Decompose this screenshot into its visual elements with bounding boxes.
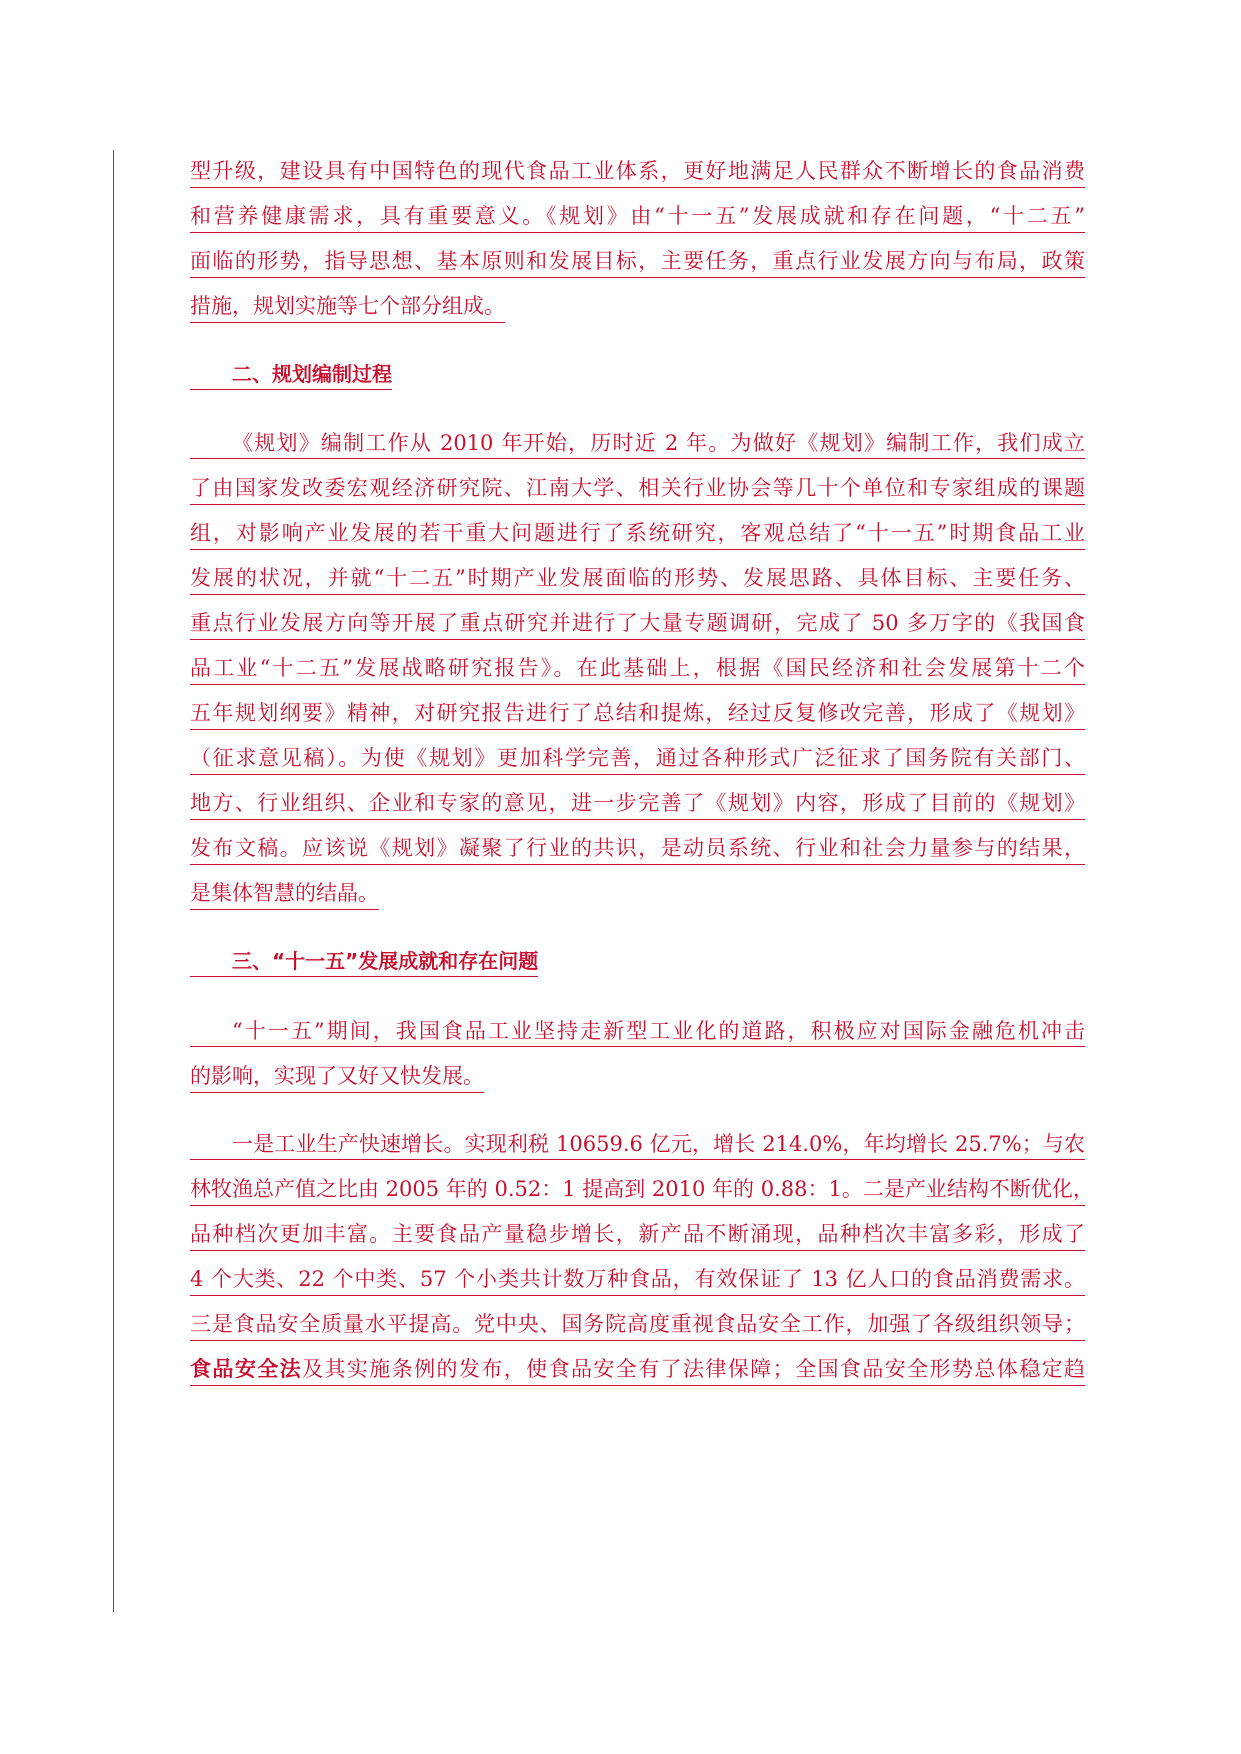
section-heading: 三、“十一五”发展成就和存在问题 <box>190 947 538 977</box>
paragraph-line: 的影响，实现了又好又快发展。 <box>190 1062 484 1093</box>
paragraph-line: 和营养健康需求，具有重要意义。《规划》由“十一五”发展成就和存在问题，“十二五” <box>190 202 1085 233</box>
paragraph-line: 《规划》编制工作从 2010 年开始，历时近 2 年。为做好《规划》编制工作，我们成立 <box>190 429 1085 459</box>
paragraph-line: “十一五”期间，我国食品工业坚持走新型工业化的道路，积极应对国际金融危机冲击 <box>190 1017 1085 1047</box>
paragraph-line: 型升级，建设具有中国特色的现代食品工业体系，更好地满足人民群众不断增长的食品消费 <box>190 157 1085 188</box>
paragraph-line: 组，对影响产业发展的若干重大问题进行了系统研究，客观总结了“十一五”时期食品工业 <box>190 519 1085 550</box>
revision-change-bar <box>113 150 114 1612</box>
paragraph-line: 地方、行业组织、企业和专家的意见，进一步完善了《规划》内容，形成了目前的《规划》 <box>190 789 1085 820</box>
section-heading: 二、规划编制过程 <box>190 360 392 390</box>
paragraph-line-rest: 及其实施条例的发布，使食品安全有了法律保障；全国食品安全形势总体稳定趋 <box>302 1357 1086 1381</box>
paragraph-line: 措施，规划实施等七个部分组成。 <box>190 292 505 323</box>
paragraph-line: 4 个大类、22 个中类、57 个小类共计数万种食品，有效保证了 13 亿人口的食品消费需求。 <box>190 1265 1085 1296</box>
paragraph-line: 三是食品安全质量水平提高。党中央、国务院高度重视食品安全工作，加强了各级组织领导； <box>190 1310 1085 1341</box>
paragraph-line: （征求意见稿）。为使《规划》更加科学完善，通过各种形式广泛征求了国务院有关部门、 <box>190 744 1085 775</box>
paragraph-line: 是集体智慧的结晶。 <box>190 879 379 910</box>
paragraph-line: 面临的形势，指导思想、基本原则和发展目标，主要任务，重点行业发展方向与布局，政策 <box>190 247 1085 278</box>
paragraph-line: 品工业“十二五”发展战略研究报告》。在此基础上，根据《国民经济和社会发展第十二个 <box>190 654 1085 685</box>
bold-term: 食品安全法 <box>190 1357 303 1381</box>
paragraph-line: 五年规划纲要》精神，对研究报告进行了总结和提炼，经过反复修改完善，形成了《规划》 <box>190 699 1085 730</box>
paragraph-line: 重点行业发展方向等开展了重点研究并进行了大量专题调研，完成了 50 多万字的《我国食 <box>190 609 1085 640</box>
paragraph-line: 发布文稿。应该说《规划》凝聚了行业的共识，是动员系统、行业和社会力量参与的结果， <box>190 834 1085 865</box>
paragraph-line: 了由国家发改委宏观经济研究院、江南大学、相关行业协会等几十个单位和专家组成的课题 <box>190 474 1085 505</box>
paragraph-line <box>190 1355 1085 1386</box>
paragraph-line: 一是工业生产快速增长。实现利税 10659.6 亿元，增长 214.0%，年均增长 25.7%；与农 <box>190 1130 1085 1160</box>
paragraph-line: 发展的状况，并就“十二五”时期产业发展面临的形势、发展思路、具体目标、主要任务、 <box>190 564 1085 595</box>
paragraph-line: 品种档次更加丰富。主要食品产量稳步增长，新产品不断涌现，品种档次丰富多彩，形成了 <box>190 1220 1085 1251</box>
paragraph-line: 林牧渔总产值之比由 2005 年的 0.52：1 提高到 2010 年的 0.88：1。二是产业结构不断优化， <box>190 1175 1085 1206</box>
